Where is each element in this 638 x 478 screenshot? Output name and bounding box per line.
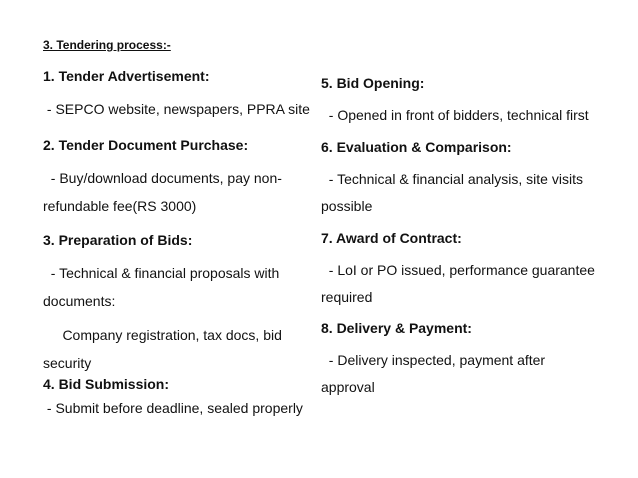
- section-heading-award-of-contract: 7. Award of Contract:: [321, 230, 462, 246]
- section-text: Company registration, tax docs, bid: [43, 327, 282, 343]
- section-text: - LoI or PO issued, performance guarantee: [321, 262, 595, 278]
- section-text: - Delivery inspected, payment after: [321, 352, 546, 368]
- section-heading-preparation-of-bids: 3. Preparation of Bids:: [43, 232, 193, 248]
- section-text: security: [43, 355, 92, 371]
- section-text: - Technical & financial proposals with: [43, 265, 280, 281]
- section-text: - Opened in front of bidders, technical first: [321, 107, 589, 123]
- slide-title: 3. Tendering process:-: [43, 38, 171, 52]
- section-text: documents:: [43, 293, 116, 309]
- section-text: - Technical & financial analysis, site visits: [321, 171, 583, 187]
- section-heading-document-purchase: 2. Tender Document Purchase:: [43, 137, 249, 153]
- section-text: possible: [321, 198, 373, 214]
- section-text: - Submit before deadline, sealed properly: [43, 400, 303, 416]
- section-text: required: [321, 289, 373, 305]
- section-heading-bid-opening: 5. Bid Opening:: [321, 75, 425, 91]
- section-text: approval: [321, 379, 375, 395]
- section-heading-evaluation-comparison: 6. Evaluation & Comparison:: [321, 139, 512, 155]
- section-text: refundable fee(RS 3000): [43, 198, 197, 214]
- section-heading-delivery-payment: 8. Delivery & Payment:: [321, 320, 472, 336]
- section-heading-tender-advertisement: 1. Tender Advertisement:: [43, 68, 210, 84]
- section-heading-bid-submission: 4. Bid Submission:: [43, 376, 170, 392]
- section-text: - SEPCO website, newspapers, PPRA site: [43, 101, 310, 117]
- section-text: - Buy/download documents, pay non-: [43, 170, 282, 186]
